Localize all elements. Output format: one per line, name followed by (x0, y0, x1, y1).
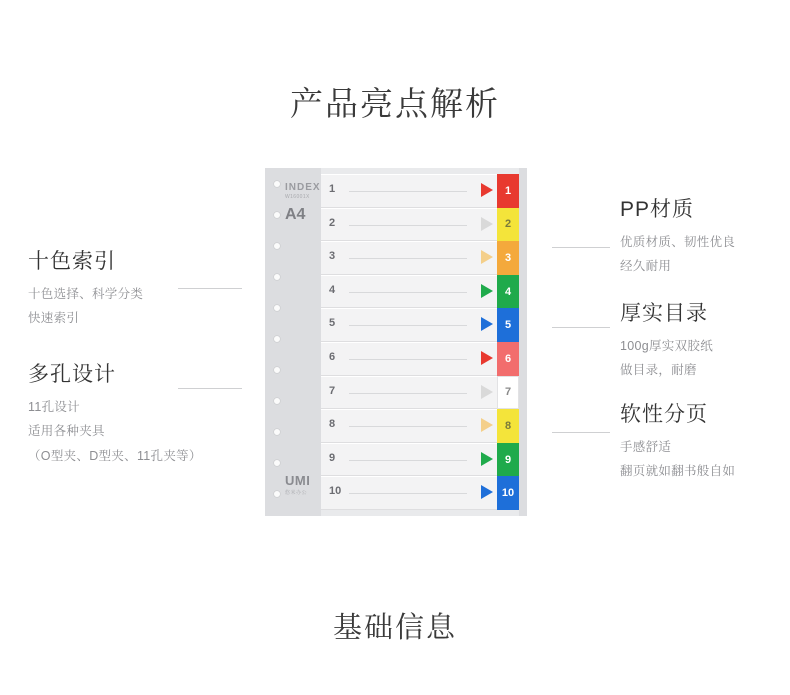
sheet-number: 2 (329, 216, 336, 229)
arrow-icon (481, 217, 493, 231)
divider-sheet-row (321, 241, 497, 275)
sheet-number: 4 (329, 283, 336, 296)
sheet-number: 7 (329, 384, 336, 397)
punch-hole (273, 304, 281, 312)
callout-soft-dividers (620, 398, 785, 487)
punch-hole (273, 459, 281, 467)
callout-line: 优质材质、韧性优良 (620, 235, 736, 249)
arrow-icon (481, 250, 493, 264)
callout-line: 经久耐用 (620, 259, 672, 274)
color-tab: 4 (497, 275, 519, 309)
callout-pp-material (620, 193, 785, 282)
sheet-write-line (349, 292, 467, 293)
color-tab: 8 (497, 409, 519, 443)
callout-line: 手感舒适 (620, 440, 672, 454)
punch-hole (273, 180, 281, 188)
color-tab: 6 (497, 342, 519, 376)
callout-line: 11孔设计 (28, 400, 80, 414)
color-tab: 2 (497, 208, 519, 242)
punch-holes (273, 180, 283, 504)
callout-line: 100g厚实双胶纸 (620, 339, 714, 353)
arrow-icon (481, 351, 493, 365)
callout-title: 厚实目录 (620, 302, 708, 325)
sheet-number: 5 (329, 317, 336, 330)
color-tab: 10 (497, 476, 519, 510)
sheet-write-line (349, 258, 467, 259)
index-model-code: W16001X (285, 194, 310, 200)
sheet-number: 10 (329, 485, 342, 498)
punch-hole (273, 242, 281, 250)
divider-sheet-row (321, 376, 497, 410)
callout-line: 做目录，耐磨 (620, 363, 697, 378)
divider-sheet-row (321, 409, 497, 443)
callout-title: 软性分页 (620, 403, 708, 426)
callout-ten-color-index (28, 245, 243, 334)
punch-hole (273, 366, 281, 374)
divider-sheet-row (321, 275, 497, 309)
punch-hole (273, 211, 281, 219)
leader-line-right-3 (552, 432, 610, 433)
brand-subtitle: 悠米办公 (285, 490, 308, 496)
sheet-write-line (349, 191, 467, 192)
sheet-write-line (349, 393, 467, 394)
arrow-icon (481, 317, 493, 331)
arrow-icon (481, 418, 493, 432)
brand-logo: UMI (285, 473, 311, 488)
sheet-write-line (349, 225, 467, 226)
punch-hole (273, 397, 281, 405)
color-tab: 9 (497, 443, 519, 477)
sheet-write-line (349, 359, 467, 360)
page-title-top: 产品亮点解析 (290, 85, 500, 122)
callout-title: PP材质 (620, 198, 695, 221)
sheet-write-line (349, 426, 467, 427)
arrow-icon (481, 452, 493, 466)
sheet-number: 8 (329, 418, 336, 431)
page-title-bottom: 基础信息 (332, 612, 457, 644)
punch-hole (273, 490, 281, 498)
paper-size-label: A4 (285, 206, 306, 223)
callout-line: 十色选择、科学分类 (28, 287, 144, 301)
divider-sheet-row (321, 476, 497, 510)
arrow-icon (481, 385, 493, 399)
product-image (265, 168, 527, 516)
index-label: INDEX (285, 182, 321, 193)
color-tab: 7 (497, 376, 519, 410)
sheet-number: 1 (329, 183, 336, 195)
right-edge (519, 168, 527, 516)
punch-hole (273, 335, 281, 343)
sheet-write-line (349, 325, 467, 326)
punch-hole (273, 273, 281, 281)
divider-sheet-row (321, 342, 497, 376)
leader-line-right-2 (552, 327, 610, 328)
sheet-number: 3 (329, 250, 336, 263)
color-tab: 5 (497, 308, 519, 342)
arrow-icon (481, 485, 493, 499)
sheet-number: 9 (329, 451, 336, 464)
sheet-write-line (349, 493, 467, 494)
callout-line: 适用各种夹具 (28, 424, 105, 439)
divider-sheet-row (321, 174, 497, 208)
sheet-write-line (349, 460, 467, 461)
leader-line-right-1 (552, 247, 610, 248)
color-tab: 3 (497, 241, 519, 275)
color-tab: 1 (497, 174, 519, 208)
divider-sheet-row (321, 443, 497, 477)
callout-title: 多孔设计 (28, 363, 116, 386)
divider-sheet-row (321, 208, 497, 242)
callout-line: 快速索引 (28, 311, 80, 326)
arrow-icon (481, 183, 493, 197)
callout-thick-index-paper (620, 297, 785, 386)
punch-hole (273, 428, 281, 436)
sheet-number: 6 (329, 351, 336, 363)
divider-sheets (321, 174, 497, 510)
divider-sheet-row (321, 308, 497, 342)
callout-multi-hole-design (28, 358, 243, 471)
callout-line: 翻页就如翻书般自如 (620, 464, 736, 479)
callout-title: 十色索引 (28, 250, 116, 273)
arrow-icon (481, 284, 493, 298)
callout-line: （O型夹、D型夹、11孔夹等） (28, 448, 202, 463)
